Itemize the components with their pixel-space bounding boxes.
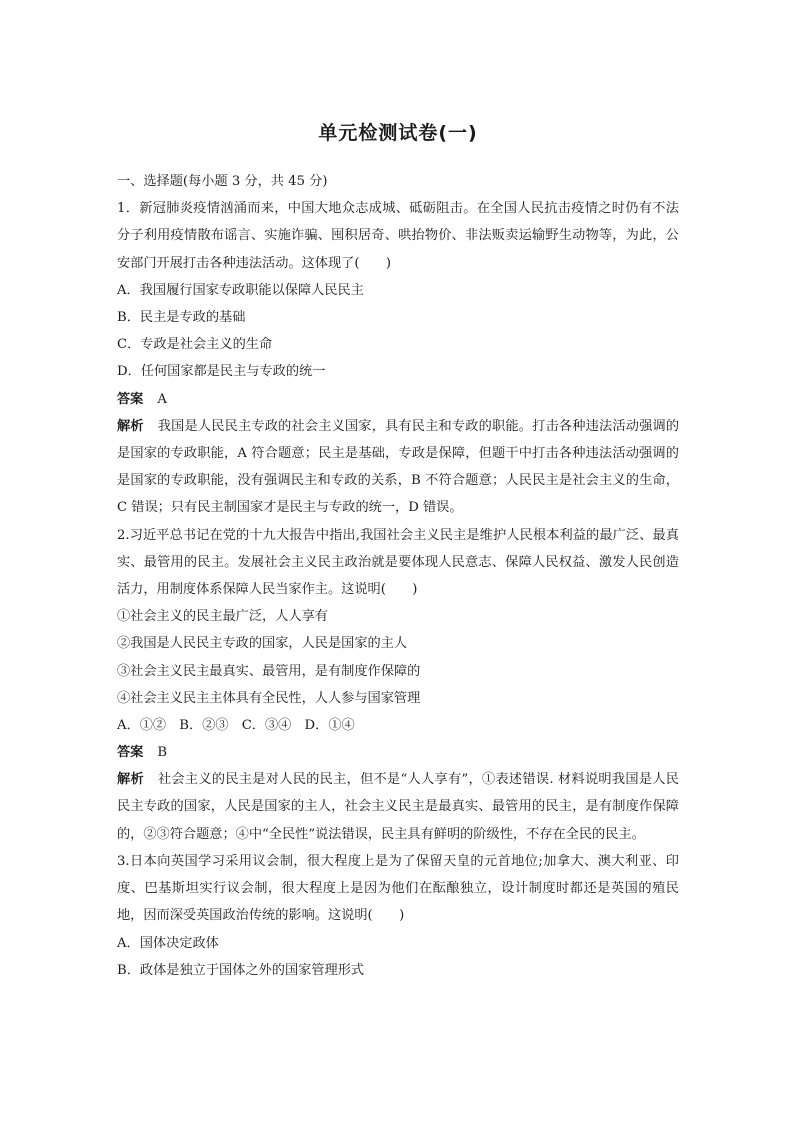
analysis-label: 解析: [117, 772, 144, 788]
answer-value: B: [157, 745, 168, 761]
answer-label: 答案: [117, 745, 144, 761]
option-b: B．政体是独立于国体之外的国家管理形式: [117, 962, 365, 978]
answer-label: 答案: [117, 391, 144, 407]
answer-value: A: [157, 391, 167, 407]
analysis-block: [117, 766, 679, 848]
statement-1: ①社会主义的民主最广泛，人人享有: [117, 609, 328, 625]
question-stem: 3.日本向英国学习采用议会制，很大程度上是为了保留天皇的元首地位;加拿大、澳大利亚、印度、巴基斯坦实行议会制，很大程度上是因为他们在酝酿独立，设计制度时都还是英国的殖民地，因而深受英国政治传统的影响。这说明( ): [117, 853, 679, 924]
option-c: C．专政是社会主义的生命: [117, 337, 273, 353]
analysis-label: 解析: [117, 418, 144, 434]
exam-page: [117, 118, 679, 984]
option-b: B．民主是专政的基础: [117, 309, 246, 325]
question-stem: 1．新冠肺炎疫情汹涌而来，中国大地众志成城、砥砺阻击。在全国人民抗击疫情之时仍有不法分子利用疫情散布谣言、实施诈骗、囤积居奇、哄抬物价、非法贩卖运输野生动物等，为此，公安部门开展打击各种违法活动。这体现了( ): [117, 201, 679, 271]
section-heading: 一、选择题(每小题 3 分，共 45 分): [117, 174, 328, 189]
statement-2: ②我国是人民民主专政的国家，人民是国家的主人: [117, 636, 408, 652]
question-stem: 2.习近平总书记在党的十九大报告中指出,我国社会主义民主是维护人民根本利益的最广泛、最真实、最管用的民主。发展社会主义民主政治就是要体现人民意志、保障人民权益、激发人民创造活力，用制度体系保障人民当家作主。这说明( ): [117, 527, 679, 597]
option-a: A．我国履行国家专政职能以保障人民民主: [117, 282, 364, 298]
question-2: [117, 522, 679, 848]
statement-3: ③社会主义民主最真实、最管用，是有制度作保障的: [117, 663, 421, 679]
question-1: [117, 195, 679, 521]
analysis-block: [117, 413, 679, 522]
page-title: 单元检测试卷(一): [318, 122, 478, 144]
answer-row: [117, 386, 679, 413]
option-a: A．国体决定政体: [117, 935, 219, 951]
option-d: D．任何国家都是民主与专政的统一: [117, 364, 326, 380]
analysis-text: 我国是人民民主专政的社会主义国家，具有民主和专政的职能。打击各种违法活动强调的是国家的专政职能，A 符合题意；民主是基础，专政是保障，但题干中打击各种违法活动强调的是国家的专政职能，没有强调民主和专政的关系，B 不符合题意；人民民主是社会主义的生命，C 错误；只有民主制国家才是民主与专政的统一，D 错误。: [117, 418, 680, 516]
choice-row: A．①② B．②③ C．③④ D．①④: [117, 717, 355, 733]
question-3: [117, 848, 679, 984]
answer-row: [117, 739, 679, 766]
statement-4: ④社会主义民主主体具有全民性，人人参与国家管理: [117, 690, 421, 706]
analysis-text: 社会主义的民主是对人民的民主，但不是“人人享有”，①表述错误. 材料说明我国是人民民主专政的国家，人民是国家的主人，社会主义民主是最真实、最管用的民主，是有制度作保障的，②③符合题意；④中“全民性”说法错误，民主具有鲜明的阶级性，不存在全民的民主。: [117, 772, 679, 842]
